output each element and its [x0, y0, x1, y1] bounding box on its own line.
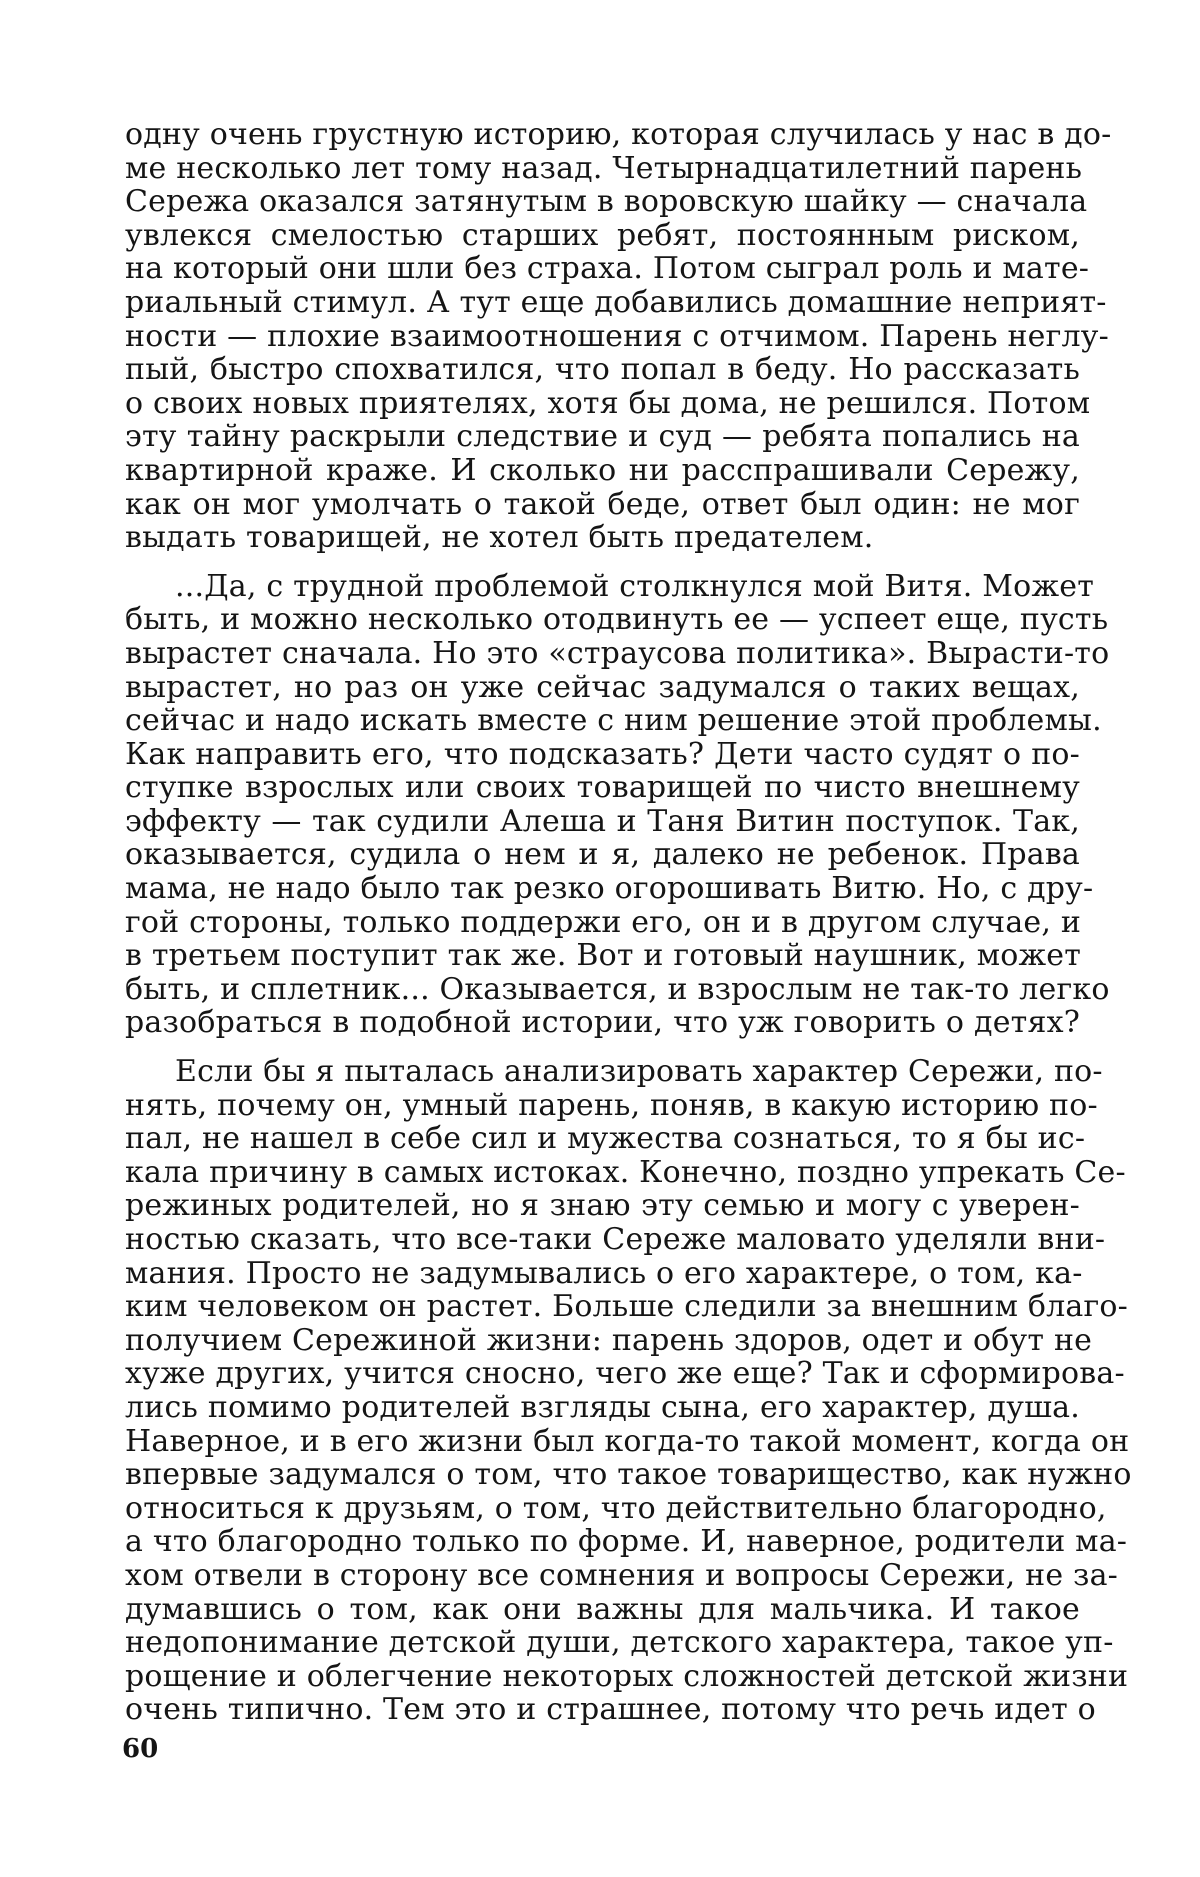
- text-line: хом отвели в сторону все сомнения и вопросы Сережи, не за-: [125, 1559, 1080, 1593]
- text-line: лись помимо родителей взгляды сына, его характер, душа.: [125, 1391, 1080, 1425]
- text-line: вырастет, но раз он уже сейчас задумался о таких вещах,: [125, 671, 1080, 705]
- text-line: относиться к друзьям, о том, что действительно благородно,: [125, 1492, 1080, 1526]
- text-line: вырастет сначала. Но это «страусова политика». Вырасти-то: [125, 637, 1080, 671]
- text-line: сейчас и надо искать вместе с ним решение этой проблемы.: [125, 704, 1080, 738]
- text-line: впервые задумался о том, что такое товарищество, как нужно: [125, 1458, 1080, 1492]
- text-line: ступке взрослых или своих товарищей по чисто внешнему: [125, 771, 1080, 805]
- text-line: эффекту — так судили Алеша и Таня Витин поступок. Так,: [125, 805, 1080, 839]
- text-line: мама, не надо было так резко огорошивать Витю. Но, с дру-: [125, 872, 1080, 906]
- text-line: оказывается, судила о нем и я, далеко не ребенок. Права: [125, 838, 1080, 872]
- text-line: Если бы я пыталась анализировать характер Сережи, по-: [125, 1055, 1080, 1089]
- text-line: ме несколько лет тому назад. Четырнадцатилетний парень: [125, 152, 1080, 186]
- text-line: быть, и сплетник... Оказывается, и взрослым не так-то легко: [125, 973, 1080, 1007]
- text-line: в третьем поступит так же. Вот и готовый наушник, может: [125, 939, 1080, 973]
- text-line: одну очень грустную историю, которая случилась у нас в до-: [125, 118, 1080, 152]
- text-line: как он мог умолчать о такой беде, ответ был один: не мог: [125, 488, 1080, 522]
- paragraph-2: [125, 570, 1080, 1040]
- text-line: о своих новых приятелях, хотя бы дома, не решился. Потом: [125, 387, 1080, 421]
- text-line: риальный стимул. А тут еще добавились домашние неприят-: [125, 286, 1080, 320]
- text-line: эту тайну раскрыли следствие и суд — ребята попались на: [125, 420, 1080, 454]
- text-line: Как направить его, что подсказать? Дети часто судят о по-: [125, 738, 1080, 772]
- text-line: получием Сережиной жизни: парень здоров, одет и обут не: [125, 1324, 1080, 1358]
- text-line: недопонимание детской души, детского характера, такое уп-: [125, 1626, 1080, 1660]
- text-line: пал, не нашел в себе сил и мужества сознаться, то я бы ис-: [125, 1122, 1080, 1156]
- text-line: думавшись о том, как они важны для мальчика. И такое: [125, 1593, 1080, 1627]
- text-line: выдать товарищей, не хотел быть предателем.: [125, 521, 1080, 555]
- text-line: гой стороны, только поддержи его, он и в другом случае, и: [125, 906, 1080, 940]
- page-body: [125, 118, 1080, 1727]
- text-line: нять, почему он, умный парень, поняв, в какую историю по-: [125, 1089, 1080, 1123]
- text-line: рощение и облегчение некоторых сложностей детской жизни: [125, 1660, 1080, 1694]
- paragraph-1: [125, 118, 1080, 555]
- text-line: ностью сказать, что все-таки Сереже маловато уделяли вни-: [125, 1223, 1080, 1257]
- text-line: разобраться в подобной истории, что уж говорить о детях?: [125, 1006, 1080, 1040]
- text-line: ким человеком он растет. Больше следили за внешним благо-: [125, 1290, 1080, 1324]
- text-line: очень типично. Тем это и страшнее, потому что речь идет о: [125, 1693, 1080, 1727]
- text-line: ...Да, с трудной проблемой столкнулся мой Витя. Может: [125, 570, 1080, 604]
- text-line: кала причину в самых истоках. Конечно, поздно упрекать Се-: [125, 1156, 1080, 1190]
- text-line: ности — плохие взаимоотношения с отчимом. Парень неглу-: [125, 320, 1080, 354]
- paragraph-3: [125, 1055, 1080, 1727]
- text-line: хуже других, учится сносно, чего же еще? Так и сформирова-: [125, 1357, 1080, 1391]
- text-line: пый, быстро спохватился, что попал в беду. Но рассказать: [125, 353, 1080, 387]
- text-line: Наверное, и в его жизни был когда-то такой момент, когда он: [125, 1425, 1080, 1459]
- page-number: 60: [122, 1734, 158, 1764]
- text-line: квартирной краже. И сколько ни расспрашивали Сережу,: [125, 454, 1080, 488]
- text-line: режиных родителей, но я знаю эту семью и могу с уверен-: [125, 1189, 1080, 1223]
- text-line: увлекся смелостью старших ребят, постоянным риском,: [125, 219, 1080, 253]
- text-line: а что благородно только по форме. И, наверное, родители ма-: [125, 1525, 1080, 1559]
- text-line: быть, и можно несколько отодвинуть ее — успеет еще, пусть: [125, 603, 1080, 637]
- text-line: Сережа оказался затянутым в воровскую шайку — сначала: [125, 185, 1080, 219]
- text-line: мания. Просто не задумывались о его характере, о том, ка-: [125, 1257, 1080, 1291]
- text-line: на который они шли без страха. Потом сыграл роль и мате-: [125, 252, 1080, 286]
